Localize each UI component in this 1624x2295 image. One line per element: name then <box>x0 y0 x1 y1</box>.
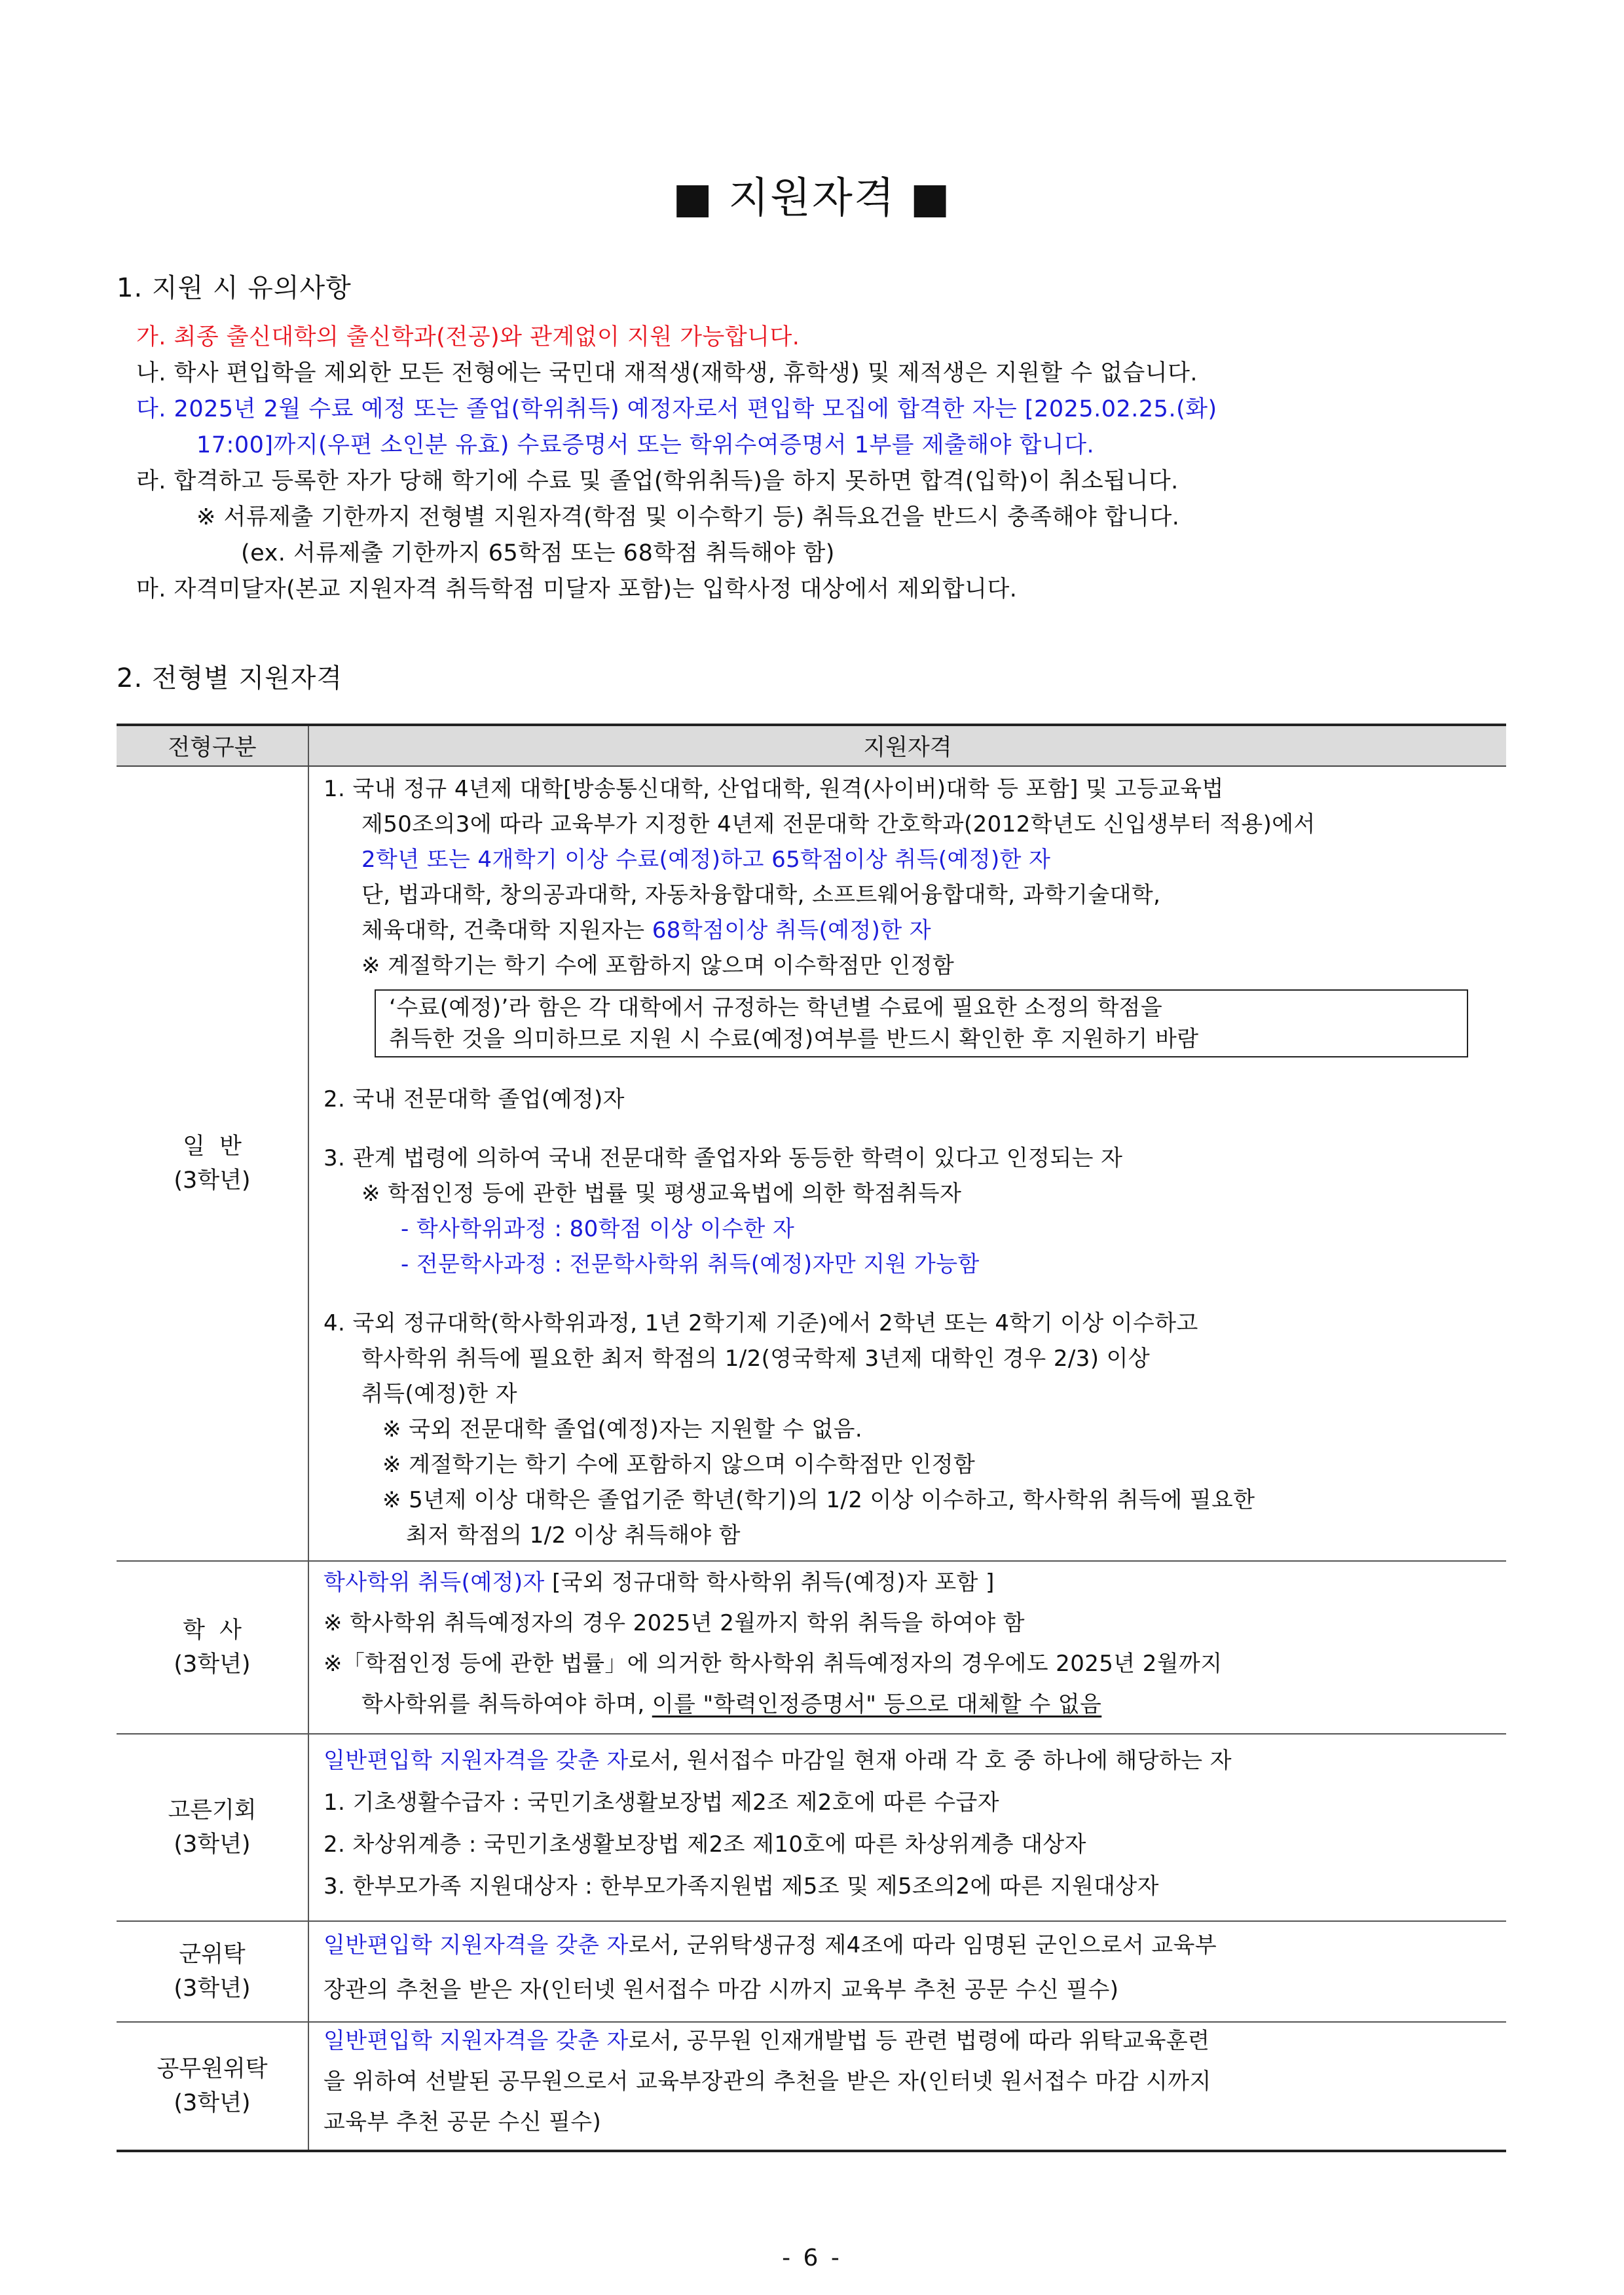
qual-line: 장관의 추천을 받은 자(인터넷 원서접수 마감 시까지 교육부 추천 공문 수신 필수) <box>323 1977 1119 2003</box>
qual-line <box>323 2025 1209 2057</box>
qual-text: 학사학위를 취득하여야 하며, <box>361 1691 652 1717</box>
qual-line <box>361 1689 1101 1720</box>
page-title: ■ 지원자격 ■ <box>673 174 951 223</box>
note-ga: 가. 최종 출신대학의 출신학과(전공)와 관계없이 지원 가능합니다. <box>136 324 800 350</box>
table-row <box>117 766 1506 1561</box>
category-year: (3학년) <box>174 1831 251 1858</box>
qual-line: 을 위하여 선발된 공무원으로서 교육부장관의 추천을 받은 자(인터넷 원서접수 마감 시까지 <box>323 2068 1211 2095</box>
category-year: (3학년) <box>174 2090 251 2116</box>
qual-line: ※ 학사학위 취득예정자의 경우 2025년 2월까지 학위 취득을 하여야 함 <box>323 1610 1025 1636</box>
qual-line: 교육부 추천 공문 수신 필수) <box>323 2109 602 2135</box>
table-row <box>117 1561 1506 1734</box>
qual-line <box>323 1930 1217 1961</box>
category-bachelor <box>117 1561 308 1734</box>
qual-line <box>361 915 931 946</box>
qual-text: 로서, 원서접수 마감일 현재 아래 각 호 중 하나에 해당하는 자 <box>628 1748 1232 1774</box>
category-name: 고른기회 <box>168 1797 257 1824</box>
note-ma: 마. 자격미달자(본교 지원자격 취득학점 미달자 포함)는 입학사정 대상에서 제외합니다. <box>136 576 1018 602</box>
note-na: 나. 학사 편입학을 제외한 모든 전형에는 국민대 재적생(재학생, 휴학생) 및 제적생은 지원할 수 없습니다. <box>136 360 1198 386</box>
section1-heading: 1. 지원 시 유의사항 <box>117 273 352 303</box>
table-header-row <box>117 725 1506 766</box>
category-equal-opportunity <box>117 1734 308 1921</box>
qualification-cell-bachelor <box>308 1561 1506 1734</box>
qual-text-highlight: 일반편입학 지원자격을 갖춘 자 <box>323 1932 629 1958</box>
qualification-cell-equal-opportunity <box>308 1734 1506 1921</box>
qual-text: [국외 정규대학 학사학위 취득(예정)자 포함 ] <box>544 1570 995 1596</box>
category-general <box>117 766 308 1561</box>
qualification-cell-military <box>308 1921 1506 2022</box>
category-name: 공무원위탁 <box>157 2056 268 2082</box>
qual-line: - 전문학사과정 : 전문학사학위 취득(예정)자만 지원 가능함 <box>401 1251 980 1277</box>
table-row <box>117 1734 1506 1921</box>
qual-line: 3. 관계 법령에 의하여 국내 전문대학 졸업자와 동등한 학력이 있다고 인정되는 자 <box>323 1145 1123 1171</box>
qual-line: ※ 계절학기는 학기 수에 포함하지 않으며 이수학점만 인정함 <box>382 1452 976 1478</box>
qual-line <box>323 1567 995 1598</box>
qual-line: ※ 학점인정 등에 관한 법률 및 평생교육법에 의한 학점취득자 <box>361 1181 962 1207</box>
qual-line: 3. 한부모가족 지원대상자 : 한부모가족지원법 제5조 및 제5조의2에 따른 지원대상자 <box>323 1873 1159 1900</box>
qual-line: 제50조의3에 따라 교육부가 지정한 4년제 전문대학 간호학과(2012학년도 신입생부터 적용)에서 <box>361 811 1316 837</box>
note-da-cont: 17:00]까지(우편 소인분 유효) 수료증명서 또는 학위수여증명서 1부를 제출해야 합니다. <box>196 432 1095 458</box>
category-year: (3학년) <box>174 1167 251 1194</box>
qual-line: - 학사학위과정 : 80학점 이상 이수한 자 <box>401 1216 795 1242</box>
qual-line: 학사학위 취득에 필요한 최저 학점의 1/2(영국학제 3년제 대학인 경우 2/3) 이상 <box>361 1346 1151 1372</box>
qual-line: 2학년 또는 4개학기 이상 수료(예정)하고 65학점이상 취득(예정)한 자 <box>361 847 1051 873</box>
column-header-category: 전형구분 <box>117 725 308 766</box>
qualification-cell-civil-servant <box>308 2022 1506 2151</box>
category-name: 군위탁 <box>179 1941 246 1968</box>
category-name: 학 사 <box>183 1617 242 1643</box>
qual-text-underlined: 이를 "학력인정증명서" 등으로 대체할 수 없음 <box>652 1691 1102 1717</box>
qual-line: ※「학점인정 등에 관한 법률」에 의거한 학사학위 취득예정자의 경우에도 2025년 2월까지 <box>323 1651 1223 1677</box>
note-ra-remark: ※ 서류제출 기한까지 전형별 지원자격(학점 및 이수학기 등) 취득요건을 반드시 충족해야 합니다. <box>196 504 1180 530</box>
qual-line: ※ 5년제 이상 대학은 졸업기준 학년(학기)의 1/2 이상 이수하고, 학사학위 취득에 필요한 <box>382 1487 1255 1513</box>
category-military <box>117 1921 308 2022</box>
qual-line: 2. 차상위계층 : 국민기초생활보장법 제2조 제10호에 따른 차상위계층 대상자 <box>323 1831 1086 1858</box>
page-number: - 6 - <box>782 2245 842 2271</box>
qual-text: 로서, 공무원 인재개발법 등 관련 법령에 따라 위탁교육훈련 <box>628 2028 1210 2054</box>
table-row <box>117 2022 1506 2151</box>
qual-line <box>323 1745 1232 1776</box>
qual-line: 4. 국외 정규대학(학사학위과정, 1년 2학기제 기준)에서 2학년 또는 4학기 이상 이수하고 <box>323 1310 1198 1336</box>
qual-text-highlight: 일반편입학 지원자격을 갖춘 자 <box>323 2028 629 2054</box>
note-ra: 라. 합격하고 등록한 자가 당해 학기에 수료 및 졸업(학위취득)을 하지 못하면 합격(입학)이 취소됩니다. <box>136 468 1179 494</box>
qualification-cell-general <box>308 766 1506 1561</box>
section2-heading: 2. 전형별 지원자격 <box>117 663 343 693</box>
qual-text-highlight: 68학점이상 취득(예정)한 자 <box>652 917 932 944</box>
qual-text: 로서, 군위탁생규정 제4조에 따라 임명된 군인으로서 교육부 <box>628 1932 1217 1958</box>
qual-line: 최저 학점의 1/2 이상 취득해야 함 <box>406 1522 741 1549</box>
category-name: 일 반 <box>183 1133 242 1160</box>
qual-line: 취득(예정)한 자 <box>361 1381 518 1407</box>
qual-line: 2. 국내 전문대학 졸업(예정)자 <box>323 1086 625 1112</box>
qual-line: 1. 기초생활수급자 : 국민기초생활보장법 제2조 제2호에 따른 수급자 <box>323 1790 999 1816</box>
notice-box <box>375 989 1468 1057</box>
qual-text-highlight: 일반편입학 지원자격을 갖춘 자 <box>323 1748 629 1774</box>
note-ra-example: (ex. 서류제출 기한까지 65학점 또는 68학점 취득해야 함) <box>241 540 835 566</box>
category-year: (3학년) <box>174 1975 251 2002</box>
column-header-qualification: 지원자격 <box>308 725 1506 766</box>
qual-line: 단, 법과대학, 창의공과대학, 자동차융합대학, 소프트웨어융합대학, 과학기술대학, <box>361 882 1161 908</box>
qual-line: 1. 국내 정규 4년제 대학[방송통신대학, 산업대학, 원격(사이버)대학 등 포함] 및 고등교육법 <box>323 776 1224 802</box>
note-da: 다. 2025년 2월 수료 예정 또는 졸업(학위취득) 예정자로서 편입학 모집에 합격한 자는 [2025.02.25.(화) <box>136 396 1217 422</box>
notice-line: 취득한 것을 의미하므로 지원 시 수료(예정)여부를 반드시 확인한 후 지원하기 바람 <box>389 1026 1199 1052</box>
category-civil-servant <box>117 2022 308 2151</box>
table-row <box>117 1921 1506 2022</box>
qual-text-highlight: 학사학위 취득(예정)자 <box>323 1570 545 1596</box>
notice-line: ‘수료(예정)’라 함은 각 대학에서 규정하는 학년별 수료에 필요한 소정의 학점을 <box>389 995 1163 1021</box>
qual-text: 체육대학, 건축대학 지원자는 <box>361 917 652 944</box>
qual-line: ※ 국외 전문대학 졸업(예정)자는 지원할 수 없음. <box>382 1416 863 1442</box>
category-year: (3학년) <box>174 1651 251 1678</box>
qual-line: ※ 계절학기는 학기 수에 포함하지 않으며 이수학점만 인정함 <box>361 953 955 979</box>
qualification-table <box>117 724 1506 2152</box>
